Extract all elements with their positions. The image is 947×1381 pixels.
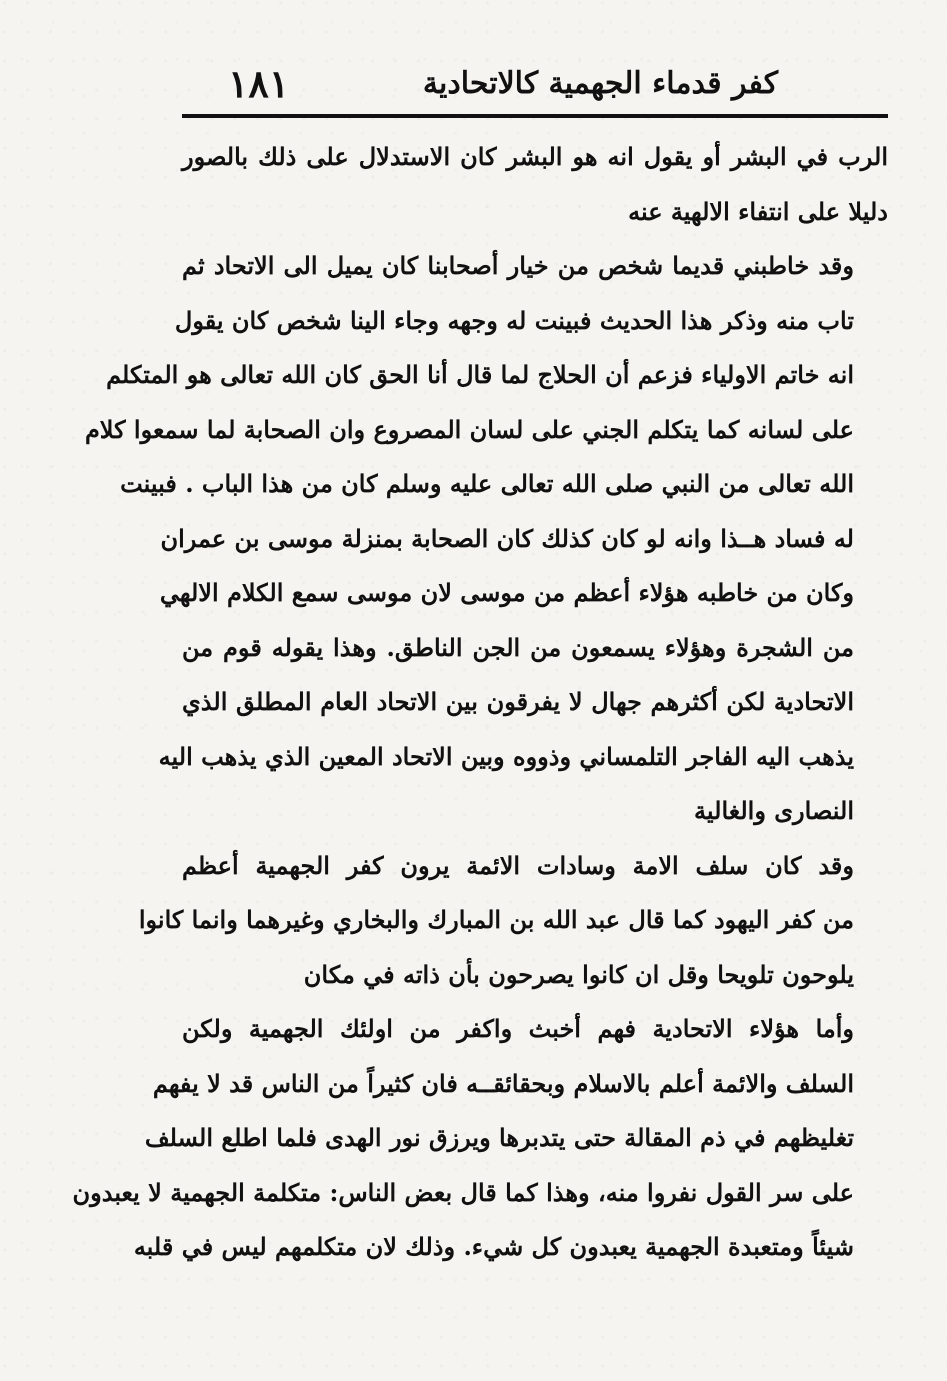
text-line: تغليظهم في ذم المقالة حتى يتدبرها ويرزق نور الهدى فلما اطلع السلف <box>144 1123 854 1152</box>
page-number: ١٨١ <box>228 61 290 106</box>
text-line: وكان من خاطبه هؤلاء أعظم من موسى لان موسى سمع الكلام الالهي <box>159 578 854 607</box>
text-line: الاتحادية لكن أكثرهم جهال لا يفرقون بين الاتحاد العام المطلق الذي <box>182 687 854 716</box>
body-text <box>72 130 888 1275</box>
text-line: يلوحون تلويحا وقل ان كانوا يصرحون بأن ذاته في مكان <box>303 959 854 989</box>
text-line: شيئاً ومتعبدة الجهمية يعبدون كل شيء. وذلك لان متكلمهم ليس في قلبه <box>133 1232 854 1261</box>
paragraph <box>182 130 888 239</box>
text-line: الله تعالى من النبي صلى الله تعالى عليه وسلم كان من هذا الباب . فبينت <box>120 469 854 498</box>
header-rule <box>182 114 888 118</box>
page-header <box>182 60 888 110</box>
text-line: النصارى والغالية <box>694 796 854 825</box>
text-line: من كفر اليهود كما قال عبد الله بن المبارك والبخاري وغيرهما وانما كانوا <box>138 905 854 934</box>
text-line: وقد كان سلف الامة وسادات الائمة يرون كفر الجهمية أعظم <box>182 850 854 880</box>
paragraph <box>84 239 888 839</box>
text-line: انه خاتم الاولياء فزعم أن الحلاج لما قال أنا الحق كان الله تعالى هو المتكلم <box>106 360 854 389</box>
text-line: دليلا على انتفاء الالهية عنه <box>628 196 888 226</box>
text-line: تاب منه وذكر هذا الحديث فبينت له وجهه وجاء الينا شخص كان يقول <box>174 305 854 335</box>
paragraph <box>72 1002 888 1275</box>
text-line: السلف والائمة أعلم بالاسلام وبحقائقــه فان كثيراً من الناس قد لا يفهم <box>152 1068 854 1098</box>
text-line: يذهب اليه الفاجر التلمساني وذووه وبين الاتحاد المعين الذي يذهب اليه <box>158 741 854 771</box>
paragraph <box>138 839 888 1003</box>
running-title: كفر قدماء الجهمية كالاتحادية <box>422 66 778 101</box>
text-line: على لسانه كما يتكلم الجني على لسان المصروع وان الصحابة لما سمعوا كلام <box>84 414 854 444</box>
text-line: من الشجرة وهؤلاء يسمعون من الجن الناطق. وهذا يقوله قوم من <box>182 632 854 662</box>
text-line: الرب في البشر أو يقول انه هو البشر كان الاستدلال على ذلك بالصور <box>182 142 888 171</box>
text-line: وأما هؤلاء الاتحادية فهم أخبث واكفر من اولئك الجهمية ولكن <box>182 1014 854 1043</box>
text-line: له فساد هــذا وانه لو كان كذلك كان الصحابة بمنزلة موسى بن عمران <box>160 523 854 553</box>
text-line: وقد خاطبني قديما شخص من خيار أصحابنا كان يميل الى الاتحاد ثم <box>182 251 854 280</box>
text-line: على سر القول نفروا منه، وهذا كما قال بعض الناس: متكلمة الجهمية لا يعبدون <box>72 1177 854 1207</box>
